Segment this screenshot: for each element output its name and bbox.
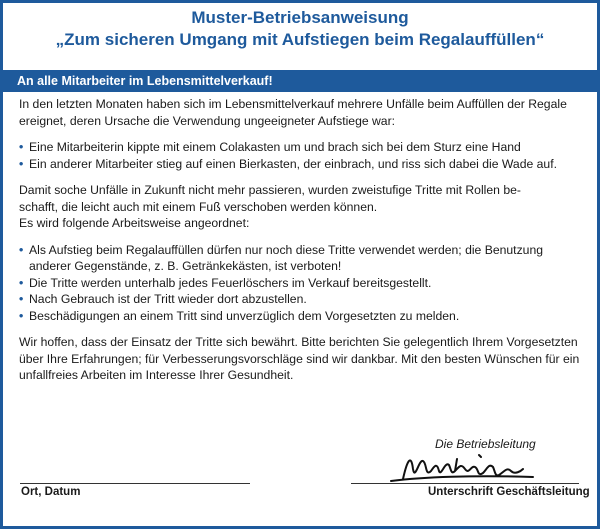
closing-paragraph: Wir hoffen, dass der Einsatz der Tritte sich bewährt. Bitte berichten Sie gelegentlich Ihrem Vorgesetzten über Ihre Erfahrungen; für Verbesserungsvorschläge sind wir dankbar. Mit den besten Wünschen für ein unfallfreies Arbeiten im Interesse Ihrer Gesundheit. bbox=[19, 335, 580, 382]
measures-paragraph bbox=[19, 182, 585, 232]
document-title bbox=[3, 7, 597, 51]
rules-list bbox=[19, 242, 585, 325]
title-line-1: Muster-Betriebsanweisung bbox=[191, 8, 409, 27]
place-date-line bbox=[20, 483, 250, 484]
bullet-icon: • bbox=[19, 275, 24, 290]
measures-line-1: Damit soche Unfälle in Zukunft nicht mehr passieren, wurden zweistufige Tritte mit Rollen be- bbox=[19, 183, 521, 197]
bullet-icon: • bbox=[19, 308, 24, 323]
bullet-icon: • bbox=[19, 242, 24, 257]
bullet-icon: • bbox=[19, 292, 24, 306]
audience-banner: An alle Mitarbeiter im Lebensmittelverkauf! bbox=[3, 70, 597, 92]
document-body bbox=[19, 96, 585, 384]
list-item: • Die Tritte werden unterhalb jedes Feuerlöschers im Verkauf bereitsgestellt. bbox=[19, 275, 432, 290]
list-item: • Eine Mitarbeiterin kippte mit einem Colakasten um und brach sich bei dem Sturz eine Hand bbox=[19, 140, 521, 154]
measures-line-3: Es wird folgende Arbeitsweise angeordnet: bbox=[19, 216, 250, 230]
list-item: • Nach Gebrauch ist der Tritt wieder dort abzustellen. bbox=[19, 292, 307, 306]
place-date-label: Ort, Datum bbox=[21, 486, 81, 498]
title-line-2: „Zum sicheren Umgang mit Aufstiegen beim Regalauffüllen“ bbox=[55, 30, 545, 49]
incident-list bbox=[19, 139, 585, 172]
signature-line bbox=[351, 483, 579, 484]
intro-paragraph: In den letzten Monaten haben sich im Lebensmittelverkauf mehrere Unfälle beim Auffüllen der Regale ereignet, deren Ursache die Verwendung ungeeigneter Aufstiege war: bbox=[19, 97, 567, 128]
signature-label: Unterschrift Geschäftsleitung bbox=[428, 486, 590, 498]
bullet-icon: • bbox=[19, 140, 24, 154]
list-item: • Als Aufstieg beim Regalauffüllen dürfen nur noch diese Tritte verwendet werden; die Benutzung anderer Gegenstände, z. B. Getränkekästen, ist verboten! bbox=[19, 242, 543, 273]
handwritten-signature bbox=[383, 441, 563, 485]
list-item: • Ein anderer Mitarbeiter stieg auf einen Bierkasten, der einbrach, und riss sich dabei die Wade auf. bbox=[19, 156, 557, 171]
signatory-role: Die Betriebsleitung bbox=[435, 437, 536, 451]
bullet-icon: • bbox=[19, 156, 24, 171]
list-item: • Beschädigungen an einem Tritt sind unverzüglich dem Vorgesetzten zu melden. bbox=[19, 308, 460, 323]
measures-line-2: schafft, die leicht auch mit einem Fuß verschoben werden können. bbox=[19, 199, 378, 214]
